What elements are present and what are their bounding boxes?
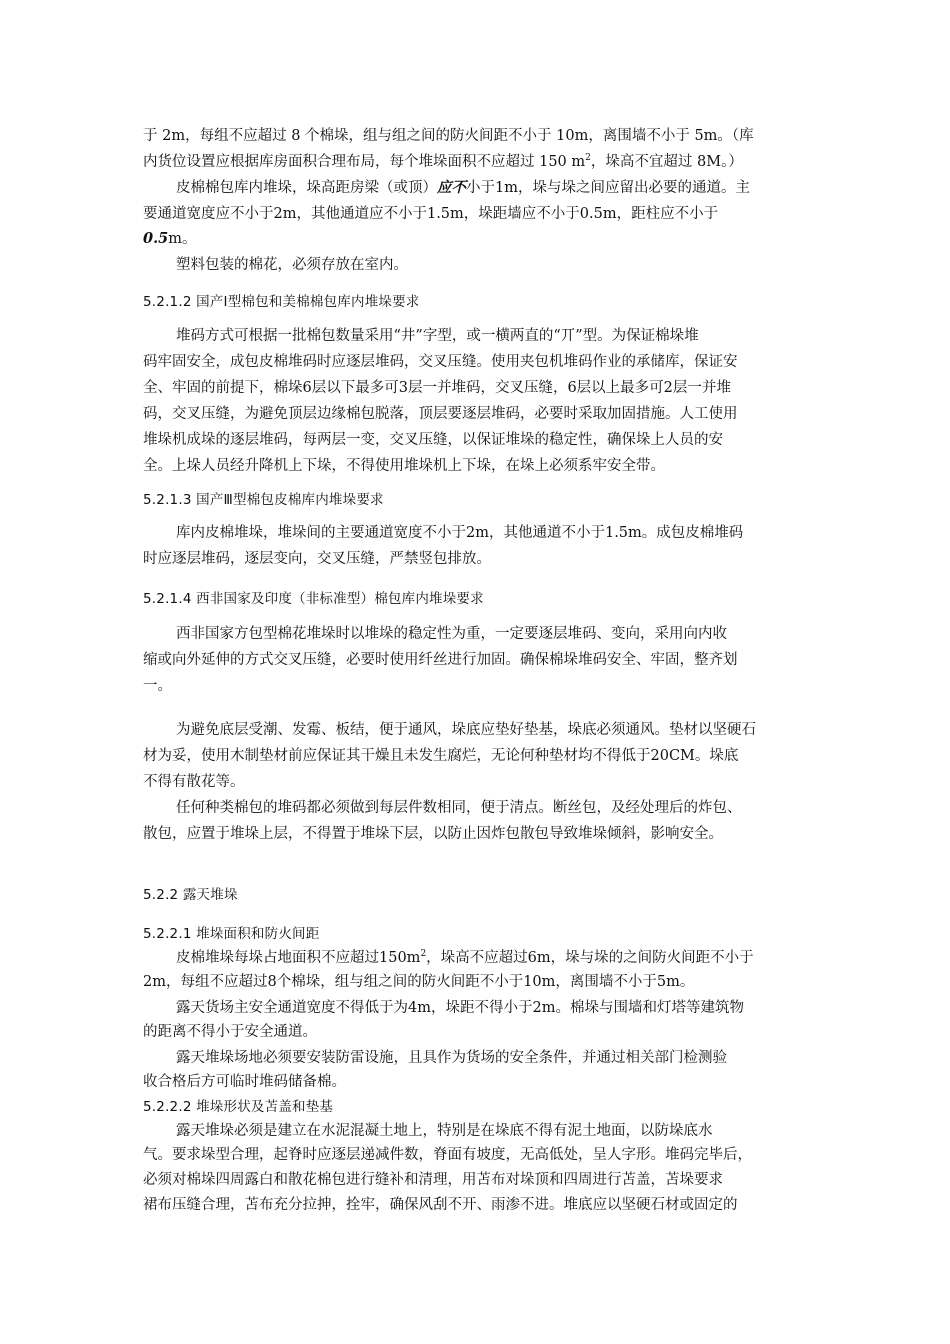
- emphasis-text: 应不: [437, 179, 466, 196]
- paragraph-line: 码牢固安全，成包皮棉堆码时应逐层堆码，交叉压缝。使用夹包机堆码作业的承储库，保证安: [143, 354, 738, 370]
- superscript: 2: [585, 153, 591, 164]
- paragraph-line: 库内皮棉堆垛，堆垛间的主要通道宽度不小于2m，其他通道不小于1.5m。成包皮棉堆码: [176, 525, 744, 541]
- paragraph-line: 的距离不得小于安全通道。: [143, 1024, 317, 1040]
- paragraph-line: 裙布压缝合理，苫布充分拉抻，拴牢，确保风刮不开、雨渗不进。堆底应以坚硬石材或固定的: [143, 1197, 738, 1213]
- paragraph-line: 0.5m。: [143, 230, 197, 247]
- paragraph-line: 全、牢固的前提下，棉垛6层以下最多可3层一并堆码，交叉压缝，6层以上最多可2层一并堆: [143, 380, 731, 396]
- paragraph-line: 2m，每组不应超过8个棉垛，组与组之间的防火间距不小于10m，离围墙不小于5m。: [143, 974, 695, 990]
- paragraph-line: 时应逐层堆码，逐层变向，交叉压缝，严禁竖包排放。: [143, 551, 491, 567]
- paragraph-line: 为避免底层受潮、发霉、板结，便于通风，垛底应垫好垫基，垛底必须通风。垫材以坚硬石: [176, 722, 756, 738]
- paragraph-line: 码，交叉压缝，为避免顶层边缘棉包脱落，顶层要逐层堆码，必要时采取加固措施。人工使用: [143, 406, 738, 422]
- paragraph-line: 不得有散花等。: [143, 774, 245, 790]
- section-heading: 5.2.1.3 国产Ⅲ型棉包皮棉库内堆垛要求: [143, 492, 384, 508]
- paragraph-line: 散包，应置于堆垛上层，不得置于堆垛下层，以防止因炸包散包导致堆垛倾斜，影响安全。: [143, 826, 723, 842]
- paragraph-line: 露天货场主安全通道宽度不得低于为4m，垛距不得小于2m。棉垛与围墙和灯塔等建筑物: [176, 1000, 744, 1016]
- paragraph-line: 内货位设置应根据库房面积合理布局，每个堆垛面积不应超过 150 $m^2$，垛高不宜超过 8M。）: [143, 153, 743, 170]
- paragraph-line: 露天堆垛必须是建立在水泥混凝土地上，特别是在垛底不得有泥土地面，以防垛底水: [176, 1123, 713, 1139]
- paragraph-line: 必须对棉垛四周露白和散花棉包进行缝补和清理，用苫布对垛顶和四周进行苫盖，苫垛要求: [143, 1172, 723, 1188]
- paragraph-line: 一。: [143, 678, 172, 694]
- paragraph-line: 要通道宽度应不小于2m，其他通道应不小于1.5m，垛距墙应不小于0.5m，距柱应不小于: [143, 206, 719, 222]
- paragraph-line: 堆码方式可根据一批棉包数量采用“井”字型，或一横两直的“丌”型。为保证棉垛堆: [176, 328, 699, 344]
- paragraph-line: 堆垛机成垛的逐层堆码，每两层一变，交叉压缝，以保证堆垛的稳定性，确保垛上人员的安: [143, 432, 723, 448]
- section-heading: 5.2.2.1 堆垛面积和防火间距: [143, 926, 320, 942]
- paragraph-line: 任何种类棉包的堆码都必须做到每层件数相同，便于清点。断丝包，及经处理后的炸包、: [176, 800, 742, 816]
- paragraph-line: 西非国家方包型棉花堆垛时以堆垛的稳定性为重，一定要逐层堆码、变向，采用向内收: [176, 626, 727, 642]
- paragraph-line: 气。要求垛型合理，起脊时应逐层递减件数，脊面有坡度，无高低处，呈人字形。堆码完毕后，: [143, 1147, 752, 1163]
- section-heading: 5.2.1.2 国产Ⅰ型棉包和美棉棉包库内堆垛要求: [143, 294, 420, 310]
- paragraph-line: 缩或向外延伸的方式交叉压缝，必要时使用纤丝进行加固。确保棉垛堆码安全、牢固，整齐划: [143, 652, 738, 668]
- paragraph-line: 露天堆垛场地必须要安装防雷设施，且具作为货场的安全条件，并通过相关部门检测验: [176, 1050, 727, 1066]
- section-heading: 5.2.1.4 西非国家及印度（非标准型）棉包库内堆垛要求: [143, 591, 484, 607]
- paragraph-line: 全。上垛人员经升降机上下垛，不得使用堆垛机上下垛，在垛上必须系牢安全带。: [143, 458, 665, 474]
- section-heading: 5.2.2.2 堆垛形状及苫盖和垫基: [143, 1099, 334, 1115]
- paragraph-line: 塑料包装的棉花，必须存放在室内。: [176, 257, 408, 273]
- emphasis-text: 0.5: [143, 230, 169, 247]
- paragraph-line: 皮棉堆垛每垛占地面积不应超过$150m^2$，垛高不应超过6m，垛与垛的之间防火间距不小于: [176, 949, 754, 966]
- paragraph-line: 材为妥，使用木制垫材前应保证其干燥且未发生腐烂，无论何种垫材均不得低于20CM。垛底: [143, 748, 739, 764]
- superscript: 2: [420, 949, 427, 960]
- paragraph-line: 收合格后方可临时堆码储备棉。: [143, 1074, 346, 1090]
- section-heading: 5.2.2 露天堆垛: [143, 887, 238, 903]
- paragraph-line: 于 2m，每组不应超过 8 个棉垛，组与组之间的防火间距不小于 10m，离围墙不小于 5m。（库: [143, 128, 754, 144]
- paragraph-line: 皮棉棉包库内堆垛，垛高距房梁（或顶）应不小于1m，垛与垛之间应留出必要的通道。主: [176, 179, 750, 196]
